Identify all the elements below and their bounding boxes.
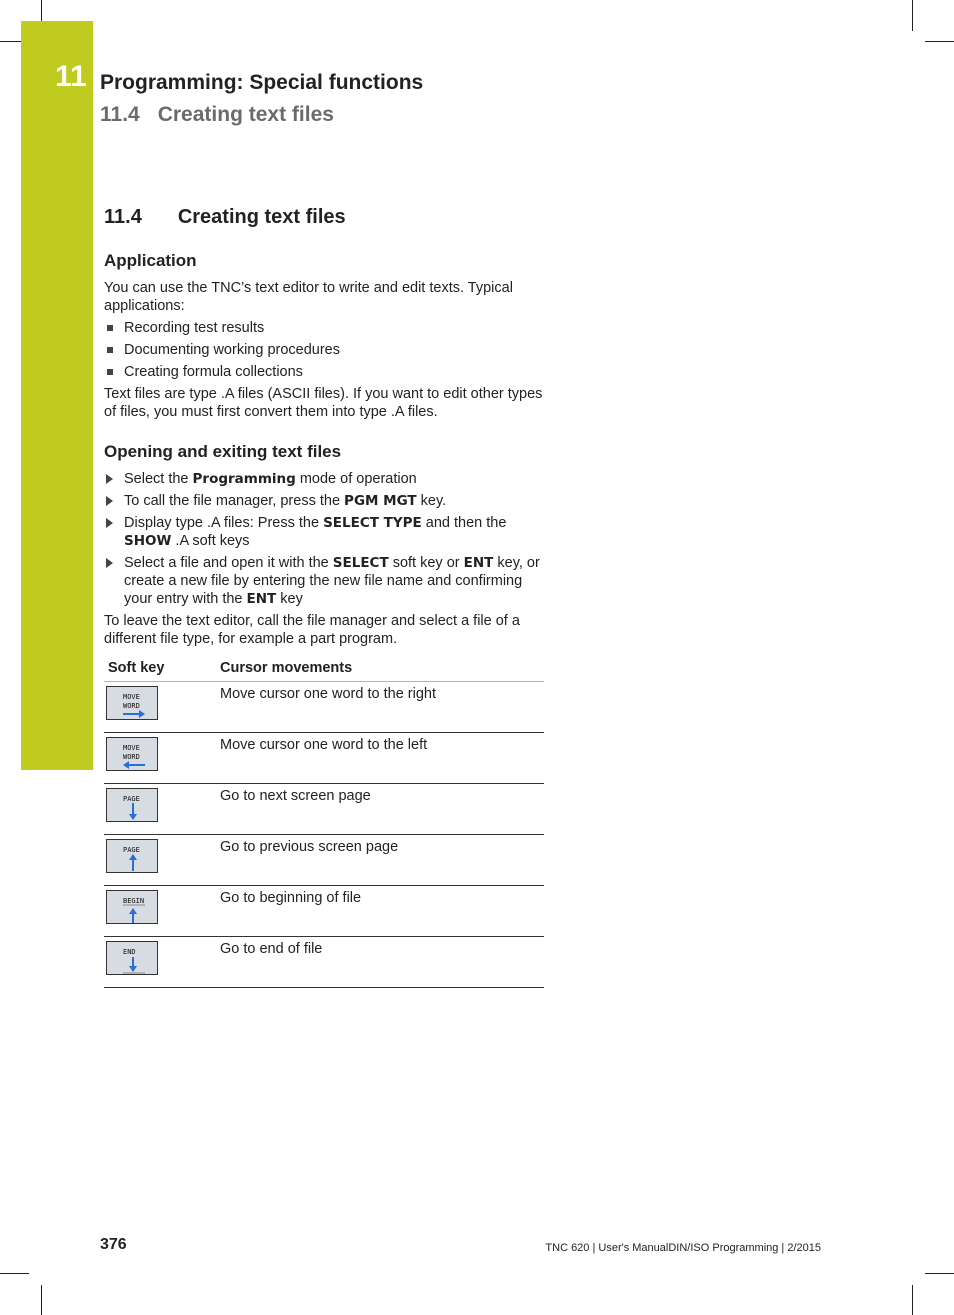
running-header-title: Programming: Special functions — [100, 71, 424, 94]
begin-soft-key — [106, 890, 158, 924]
step-arrow-icon — [106, 518, 113, 528]
arrow-down-icon — [107, 789, 159, 823]
application-outro: Text files are type .A files (ASCII files). If you want to edit other types of files, you must first convert them into type .A files. — [104, 386, 543, 420]
opening-step-list — [104, 470, 544, 608]
crop-mark — [925, 1273, 954, 1274]
key-label: PAGE — [123, 795, 140, 803]
page-number: 376 — [100, 1236, 127, 1253]
step-text: Select a file and open it with the — [124, 555, 333, 571]
table-cell-description: Move cursor one word to the right — [216, 682, 544, 733]
table-cell-description: Go to previous screen page — [216, 835, 544, 886]
key-label: WORD — [123, 753, 140, 761]
move-word-left-soft-key — [106, 737, 158, 771]
key-label: WORD — [123, 702, 140, 710]
step-text: key, or create a new file by entering the new file name and confirming your entry with the — [124, 555, 540, 607]
table-header-row — [104, 656, 544, 682]
opening-heading: Opening and exiting text files — [104, 442, 342, 461]
bullet-icon — [107, 325, 113, 331]
arrow-up-icon — [107, 840, 159, 874]
step-text: mode of operation — [295, 471, 417, 487]
heading-number: 11.4 — [104, 206, 142, 228]
step-text: key. — [416, 493, 447, 509]
table-row — [104, 784, 544, 835]
key-label: PAGE — [123, 846, 140, 854]
page-heading — [104, 204, 544, 230]
table-row — [104, 733, 544, 784]
move-word-right-soft-key — [106, 686, 158, 720]
table-row — [104, 835, 544, 886]
crop-mark — [41, 0, 42, 21]
running-header-section — [100, 103, 334, 127]
application-bullet-list — [104, 319, 544, 381]
crop-mark — [912, 1285, 913, 1315]
crop-mark — [912, 0, 913, 31]
list-item-text: Recording test results — [124, 320, 265, 336]
column-header-cursor-movements: Cursor movements — [216, 656, 544, 682]
chapter-number: 11 — [55, 60, 87, 93]
key-name: SELECT TYPE — [323, 515, 422, 531]
key-name: PGM MGT — [344, 493, 417, 509]
list-item — [104, 363, 544, 381]
opening-outro: To leave the text editor, call the file manager and select a file of a different file type, for example a part program. — [104, 613, 520, 647]
bullet-icon — [107, 347, 113, 353]
bullet-icon — [107, 369, 113, 375]
step-arrow-icon — [106, 558, 113, 568]
crop-mark — [0, 1273, 29, 1274]
arrow-right-icon — [107, 687, 159, 721]
key-label: MOVE — [123, 693, 140, 701]
key-name: SHOW — [124, 533, 172, 549]
list-item — [104, 319, 544, 337]
key-label: MOVE — [123, 744, 140, 752]
step-text: soft key or — [388, 555, 464, 571]
step-item — [104, 554, 544, 608]
step-text: key — [276, 591, 303, 607]
key-name: Programming — [192, 471, 296, 487]
application-heading: Application — [104, 251, 197, 270]
crop-mark — [0, 41, 21, 42]
table-cell-description: Move cursor one word to the left — [216, 733, 544, 784]
step-item — [104, 514, 544, 550]
step-arrow-icon — [106, 474, 113, 484]
column-header-soft-key: Soft key — [104, 656, 216, 682]
key-label: END — [123, 948, 136, 956]
arrow-up-icon — [107, 891, 159, 925]
soft-key-table — [104, 656, 544, 988]
page-up-soft-key — [106, 839, 158, 873]
crop-mark — [41, 1285, 42, 1315]
table-row — [104, 682, 544, 733]
table-cell-description: Go to next screen page — [216, 784, 544, 835]
section-number: 11.4 — [100, 103, 140, 126]
key-name: SELECT — [332, 555, 389, 571]
step-item — [104, 470, 544, 488]
key-label: BEGIN — [123, 897, 145, 905]
heading-title: Creating text files — [177, 206, 346, 228]
step-item — [104, 492, 544, 510]
page-down-soft-key — [106, 788, 158, 822]
list-item-text: Documenting working procedures — [124, 342, 340, 358]
key-name: ENT — [246, 591, 277, 607]
table-cell-description: Go to end of file — [216, 937, 544, 988]
footer-text: TNC 620 | User's ManualDIN/ISO Programming | 2/2015 — [545, 1242, 821, 1254]
step-text: and then the — [421, 515, 507, 531]
step-text: .A soft keys — [171, 533, 250, 549]
key-name: ENT — [463, 555, 494, 571]
list-item — [104, 341, 544, 359]
end-soft-key — [106, 941, 158, 975]
table-cell-description: Go to beginning of file — [216, 886, 544, 937]
table-row — [104, 937, 544, 988]
arrow-left-icon — [107, 738, 159, 772]
step-text: Display type .A files: Press the — [124, 515, 324, 531]
list-item-text: Creating formula collections — [124, 364, 303, 380]
section-title: Creating text files — [157, 103, 334, 126]
application-intro: You can use the TNC’s text editor to write and edit texts. Typical applications: — [104, 280, 513, 314]
chapter-sidebar — [21, 21, 93, 770]
table-row — [104, 886, 544, 937]
step-text: To call the file manager, press the — [124, 493, 345, 509]
arrow-down-icon — [107, 942, 159, 976]
main-content — [104, 204, 544, 988]
crop-mark — [925, 41, 954, 42]
step-arrow-icon — [106, 496, 113, 506]
step-text: Select the — [124, 471, 193, 487]
